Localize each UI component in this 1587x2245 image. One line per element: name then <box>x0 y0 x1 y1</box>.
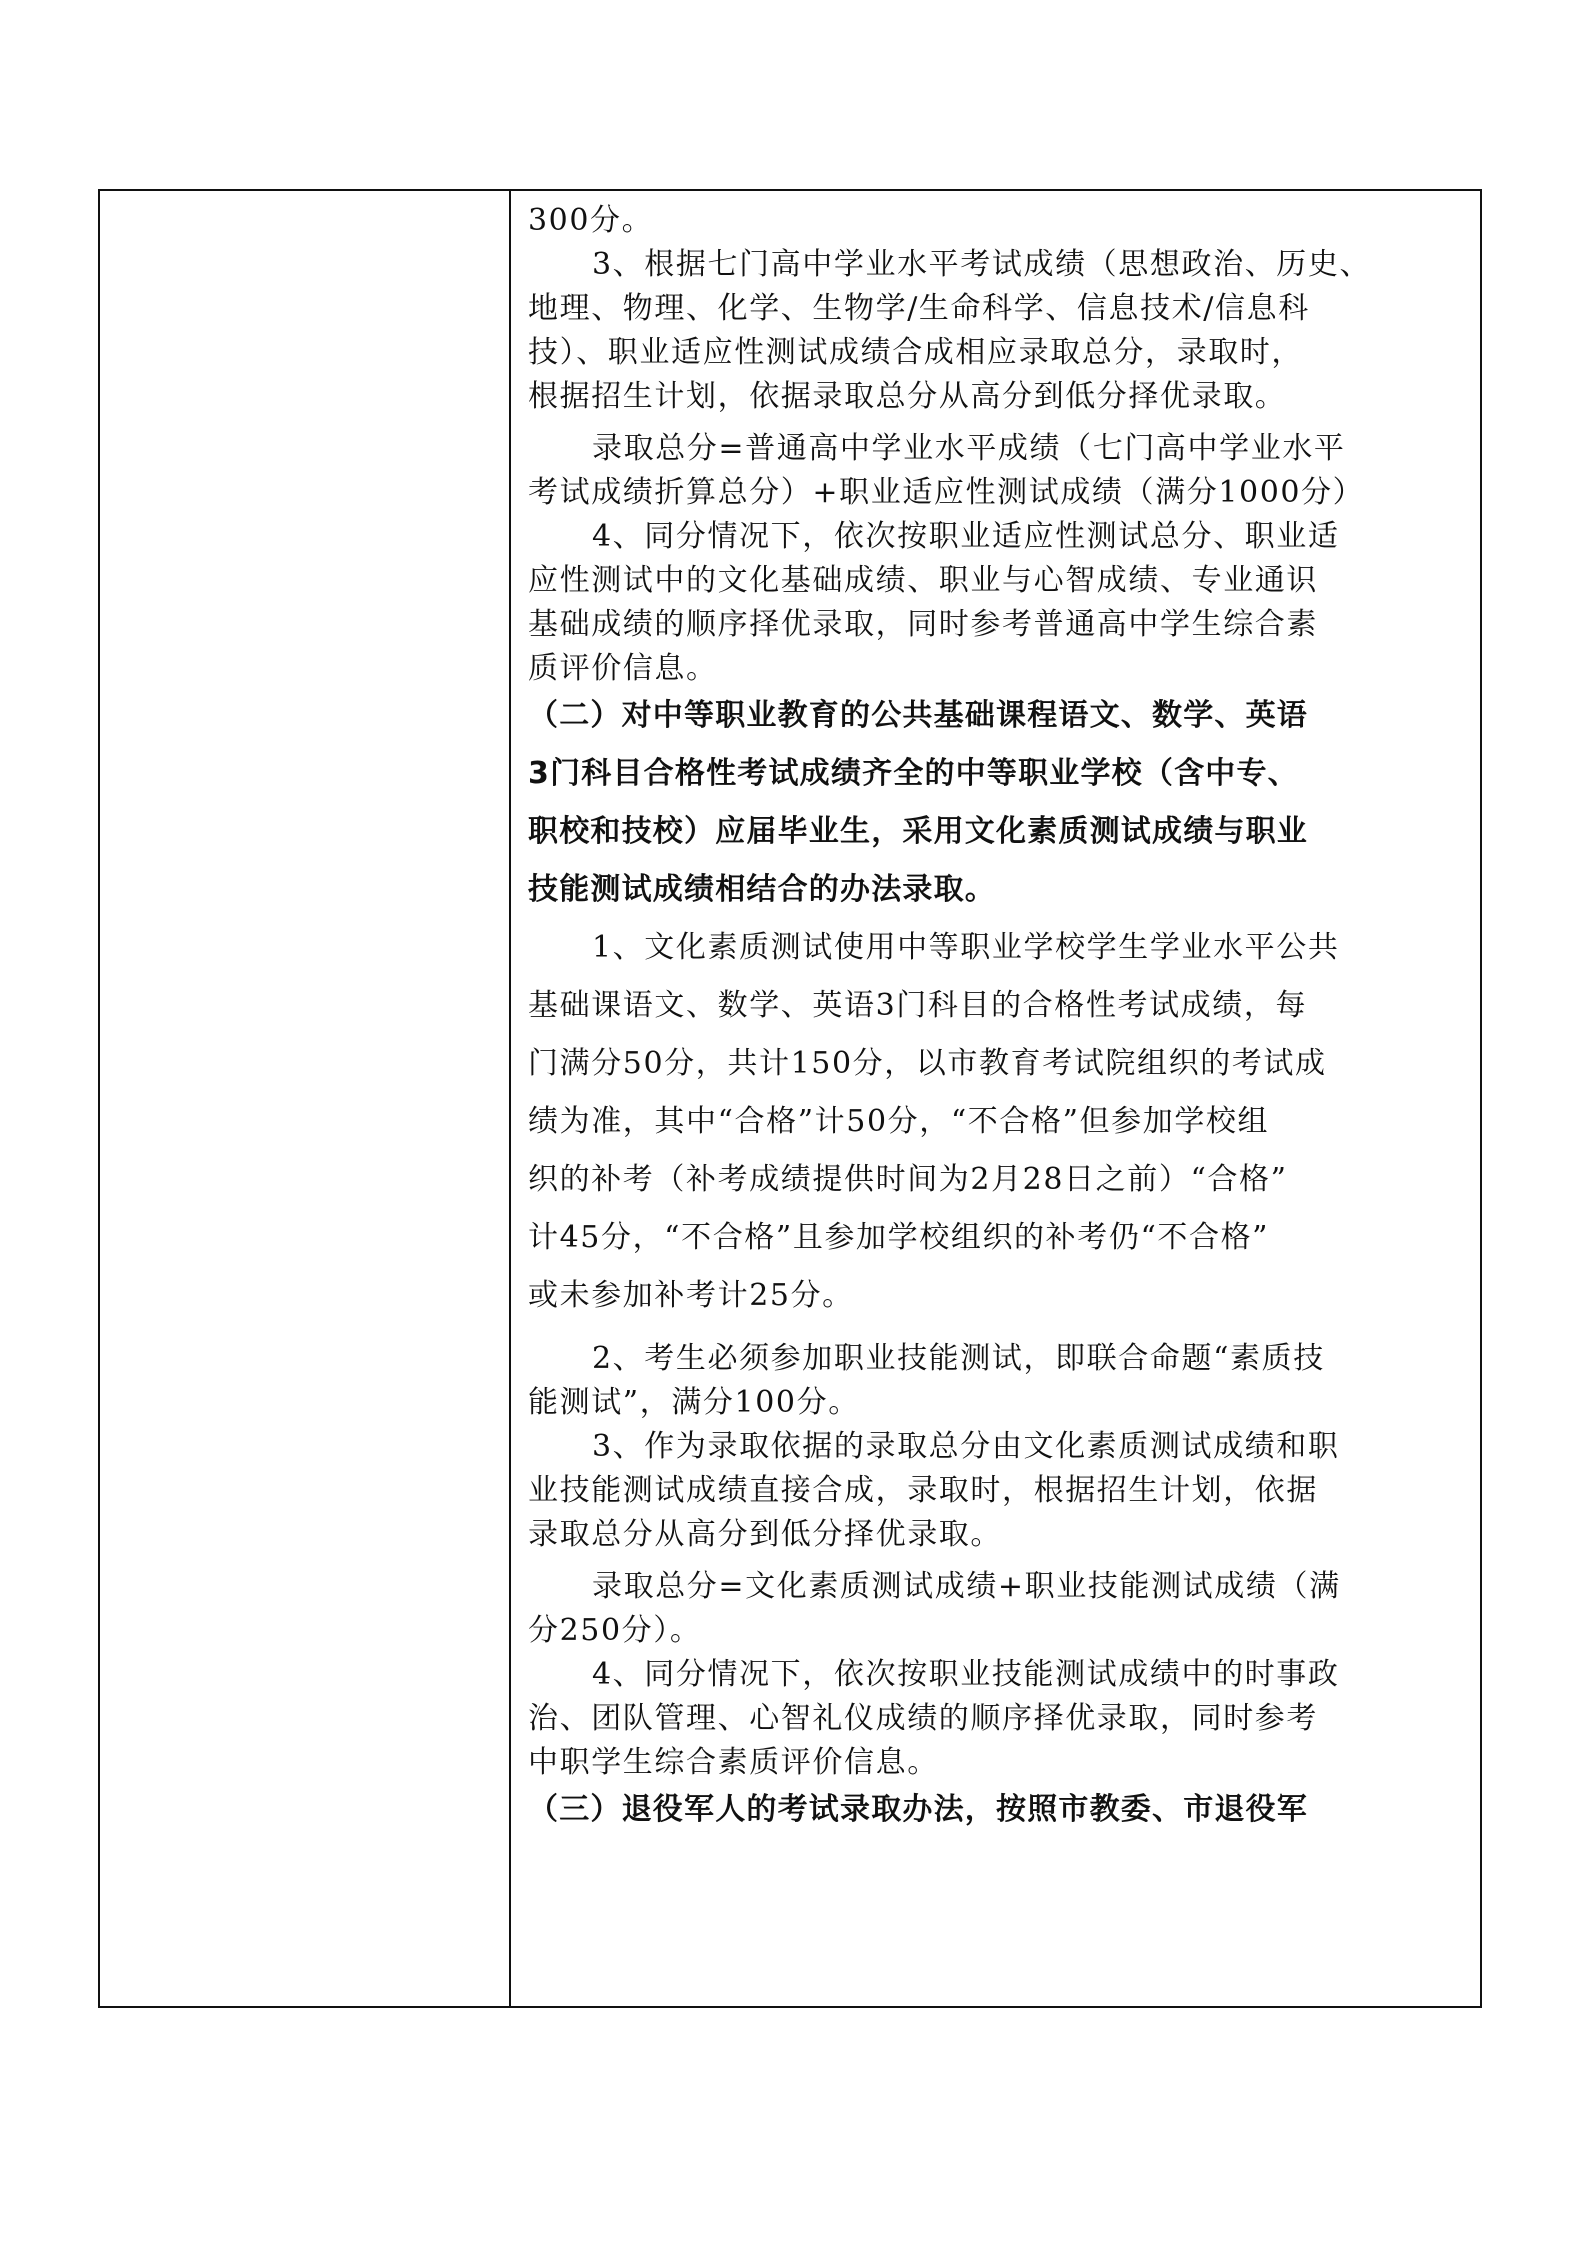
paragraph-line: 业技能测试成绩直接合成，录取时，根据招生计划，依据 <box>528 1473 1318 1508</box>
paragraph-line: 1、文化素质测试使用中等职业学校学生学业水平公共 <box>592 930 1340 965</box>
paragraph-line: 4、同分情况下，依次按职业适应性测试总分、职业适 <box>592 519 1340 554</box>
section-heading: 职校和技校）应届毕业生，采用文化素质测试成绩与职业 <box>528 814 1308 849</box>
paragraph-line: 3、作为录取依据的录取总分由文化素质测试成绩和职 <box>592 1429 1340 1464</box>
paragraph-line: 治、团队管理、心智礼仪成绩的顺序择优录取，同时参考 <box>528 1701 1318 1736</box>
paragraph-line: 300分。 <box>528 203 654 238</box>
section-heading: （三）退役军人的考试录取办法，按照市教委、市退役军 <box>528 1792 1308 1827</box>
paragraph-line: 录取总分从高分到低分择优录取。 <box>528 1517 1002 1552</box>
paragraph-line: 能测试”，满分100分。 <box>528 1385 860 1420</box>
paragraph-line: 质评价信息。 <box>528 651 718 686</box>
paragraph-line: 或未参加补考计25分。 <box>528 1278 854 1313</box>
paragraph-line: 中职学生综合素质评价信息。 <box>528 1745 939 1780</box>
paragraph-line: 基础成绩的顺序择优录取，同时参考普通高中学生综合素 <box>528 607 1318 642</box>
paragraph-line: 计45分，“不合格”且参加学校组织的补考仍“不合格” <box>528 1220 1270 1255</box>
paragraph-line: 2、考生必须参加职业技能测试，即联合命题“素质技 <box>592 1341 1325 1376</box>
paragraph-line: 门满分50分，共计150分，以市教育考试院组织的考试成 <box>528 1046 1327 1081</box>
paragraph-line: 4、同分情况下，依次按职业技能测试成绩中的时事政 <box>592 1657 1340 1692</box>
paragraph-line: 考试成绩折算总分）+职业适应性测试成绩（满分1000分） <box>528 475 1365 510</box>
left-empty-cell <box>100 191 511 2006</box>
paragraph-line: 根据招生计划，依据录取总分从高分到低分择优录取。 <box>528 379 1287 414</box>
document-body <box>528 203 1478 1839</box>
paragraph-line: 录取总分=文化素质测试成绩+职业技能测试成绩（满 <box>592 1569 1341 1604</box>
right-content-cell <box>511 191 1480 2006</box>
section-heading: 技能测试成绩相结合的办法录取。 <box>528 872 996 907</box>
section-heading: （二）对中等职业教育的公共基础课程语文、数学、英语 <box>528 698 1308 733</box>
section-heading: 3门科目合格性考试成绩齐全的中等职业学校（含中专、 <box>528 756 1299 791</box>
paragraph-line: 技）、职业适应性测试成绩合成相应录取总分，录取时， <box>528 335 1303 370</box>
document-table <box>98 189 1482 2008</box>
paragraph-line: 3、根据七门高中学业水平考试成绩（思想政治、历史、 <box>592 247 1372 282</box>
paragraph-line: 分250分）。 <box>528 1613 702 1648</box>
paragraph-line: 基础课语文、数学、英语3门科目的合格性考试成绩，每 <box>528 988 1308 1023</box>
paragraph-line: 录取总分=普通高中学业水平成绩（七门高中学业水平 <box>592 431 1346 466</box>
paragraph-line: 绩为准，其中“合格”计50分，“不合格”但参加学校组 <box>528 1104 1270 1139</box>
paragraph-line: 应性测试中的文化基础成绩、职业与心智成绩、专业通识 <box>528 563 1318 598</box>
paragraph-line: 地理、物理、化学、生物学/生命科学、信息技术/信息科 <box>528 291 1310 326</box>
paragraph-line: 织的补考（补考成绩提供时间为2月28日之前）“合格” <box>528 1162 1288 1197</box>
